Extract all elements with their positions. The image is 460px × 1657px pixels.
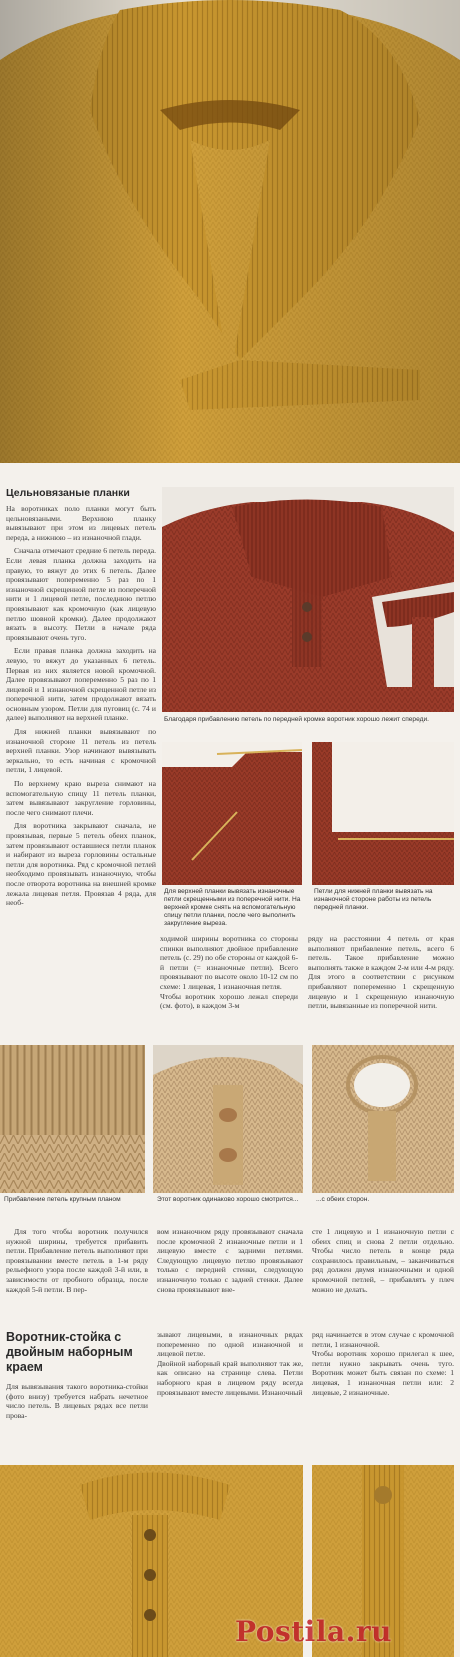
paragraph: На воротниках поло планки могут быть цельновязаными. Верхнюю планку вывязывают при этом из лицевых петель переда, а нижнюю – из изнаночной глади.: [6, 504, 156, 542]
section1-right-column: ряду на расстоянии 4 петель от края выполняют прибавление петель, всего 6 петель. Такое прибавление можно выполнять также в каждом 2-м или 4-м ряду. Для этого в соответствии с рисунком прибавляют попеременно 1 скрещенную лицевую и 1 скрещенную изнаночную петли, вывязанные из поперечной нити.: [308, 934, 454, 1011]
mustard-shawl-collar-photo: [0, 0, 460, 463]
section2-right-column: сте 1 лицевую и 1 изнаночную петли с обеих спиц и снова 2 петли отдельно. Чтобы число петель в конце ряда сохранилось правильным, – заканчиваться ряд должен двумя изнаночными и одной кромочной петлей, – прибавлять у плеч можно не делать.: [312, 1227, 454, 1294]
shawl-collar-illustration: [0, 0, 460, 463]
rust-polo-collar-photo: [162, 487, 454, 712]
beige-collar-front-photo: [153, 1045, 303, 1193]
paragraph: Для нижней планки вывязывают по изнаночной стороне 11 петель из петель верхней планки. Узор начинают вывязывать зеркально, то есть начиная с кромочной петли, 1 лицевой.: [6, 727, 156, 775]
section3-middle-column: зывают лицевыми, в изнаночных рядах попеременно по одной изнаночной и лицевой петле. Двойной наборный край выполняют так же, как описано на странице слева. Петли наборного края в лицевом ряду всегда провязывают вместе лицевыми. Изнаночный: [157, 1330, 303, 1397]
beige-increase-closeup-photo: [0, 1045, 145, 1193]
rust-placket-upper-photo: [162, 742, 302, 885]
button-icon: [219, 1148, 237, 1162]
button-icon: [374, 1486, 392, 1504]
section-title-stand-collar: Воротник-стойка с двойным наборным краем: [6, 1330, 133, 1374]
caption-collar-front: Этот воротник одинаково хорошо смотрится...: [157, 1196, 299, 1203]
caption-collar-reverse: ...с обеих сторон.: [316, 1196, 370, 1203]
button-icon: [302, 632, 312, 642]
watermark: Postila.ru: [235, 1615, 392, 1648]
section1-left-column: [6, 504, 156, 908]
rust-placket-lower-photo: [312, 742, 454, 885]
button-icon: [302, 602, 312, 612]
caption-upper-placket: Для верхней планки вывязать изнаночные петли скрещенными из поперечной нити. На верхней кромке снять на вспомогательную спицу петли планки, после чего выполнить закругление выреза.: [164, 888, 301, 927]
section3-right-column: ряд начинается в этом случае с кромочной петли, 1 изнаночной. Чтобы воротник хорошо прилегал к шее, петли нужно закрывать очень туго. Воротник может быть связан по схеме: 1 лицевая, 1 изнаночная петли или: 2 лицевые, 2 изнаночные.: [312, 1330, 454, 1397]
caption-increase-closeup: Прибавление петель крупным планом: [4, 1196, 121, 1203]
button-icon: [144, 1569, 156, 1581]
section1-middle-column: ходимой ширины воротника со стороны спинки выполняют двойное прибавление петель (с. 29) по обе стороны от каждой 6-й петли (= изнаночные петли). Всего провязывают по высоте около 10-12 см по схеме: 1 лицевая, 1 изнаночная петля. Чтобы воротник хорошо лежал спереди (см. фото), в каждом 3-м: [160, 934, 298, 1011]
section2-middle-column: вом изнаночном ряду провязывают сначала после кромочной 2 изнаночные петли и 1 лицевую вместе с задними петлями. Следующую лицевую петлю провязывают только с передней стенки, следующую изнаночную только с задней стенки. Далее снова провязывают вне-: [157, 1227, 303, 1294]
section-title-integral-plackets: Цельновязаные планки: [6, 487, 130, 499]
paragraph: Для воротника закрывают сначала, не провязывая, первые 5 петель обеих планок, затем провязывают оставшиеся петли планок и набирают из выреза горловины остальные петли для воротника. Ряд с кромочной петлей необходимо провязывать изнаночную, чтобы после отворота воротника на внешней кромке лежала лицевая петля. Провязав 4 ряда, для необ-: [6, 821, 156, 908]
caption-lower-placket: Петли для нижней планки вывязать на изнаночной стороне работы из петель передней планки.: [314, 888, 433, 911]
button-icon: [144, 1609, 156, 1621]
button-icon: [219, 1108, 237, 1122]
paragraph: По верхнему краю выреза снимают на вспомогательную спицу 11 петель планки, затем вывязывают закругление горловины, после чего снимают плечи.: [6, 779, 156, 817]
section3-left-column: Для вывязывания такого воротника-стойки (фото внизу) требуется набрать нечетное число петель. В лицевых рядах все петли прова-: [6, 1382, 148, 1420]
paragraph: Сначала отмечают средние 6 петель переда. Если левая планка должна заходить на правую, то вяжут до этих 6 петель. Далее провязывают попеременно 5 раз по 1 изнаночной скрещенной петле из поперечной нити и 1 лицевой петле, последнюю петлю провязывают как кромочную (как лицевую петлю шовной кромки). Далее продолжают вязать в высоту. Петли в начале ряда провязывают очень туго.: [6, 546, 156, 642]
button-icon: [144, 1529, 156, 1541]
caption-rust-polo: Благодаря прибавлению петель по передней кромке воротник хорошо лежит спереди.: [164, 716, 429, 723]
beige-collar-reverse-photo: [312, 1045, 454, 1193]
paragraph: Если правая планка должна заходить на левую, то вяжут до указанных 6 петель. Первая из них является новой кромочной. Далее провязывают попеременно 5 раз по 1 лицевой и 1 изнаночной скрещенной петле из поперечной нити, затем продолжают вязать основным узором. Петли для пуговиц (с. 74 и далее) выполняют на верхней планке.: [6, 646, 156, 723]
section2-left-column: Для того чтобы воротник получился нужной ширины, требуется прибавить петли. Прибавление петель выполняют при провязывании вместе петель в 1-м ряду рельефного узора после каждой 3-й или, в зависимости от пробного образца, после каждой 5-й петли. В пер-: [6, 1227, 148, 1294]
